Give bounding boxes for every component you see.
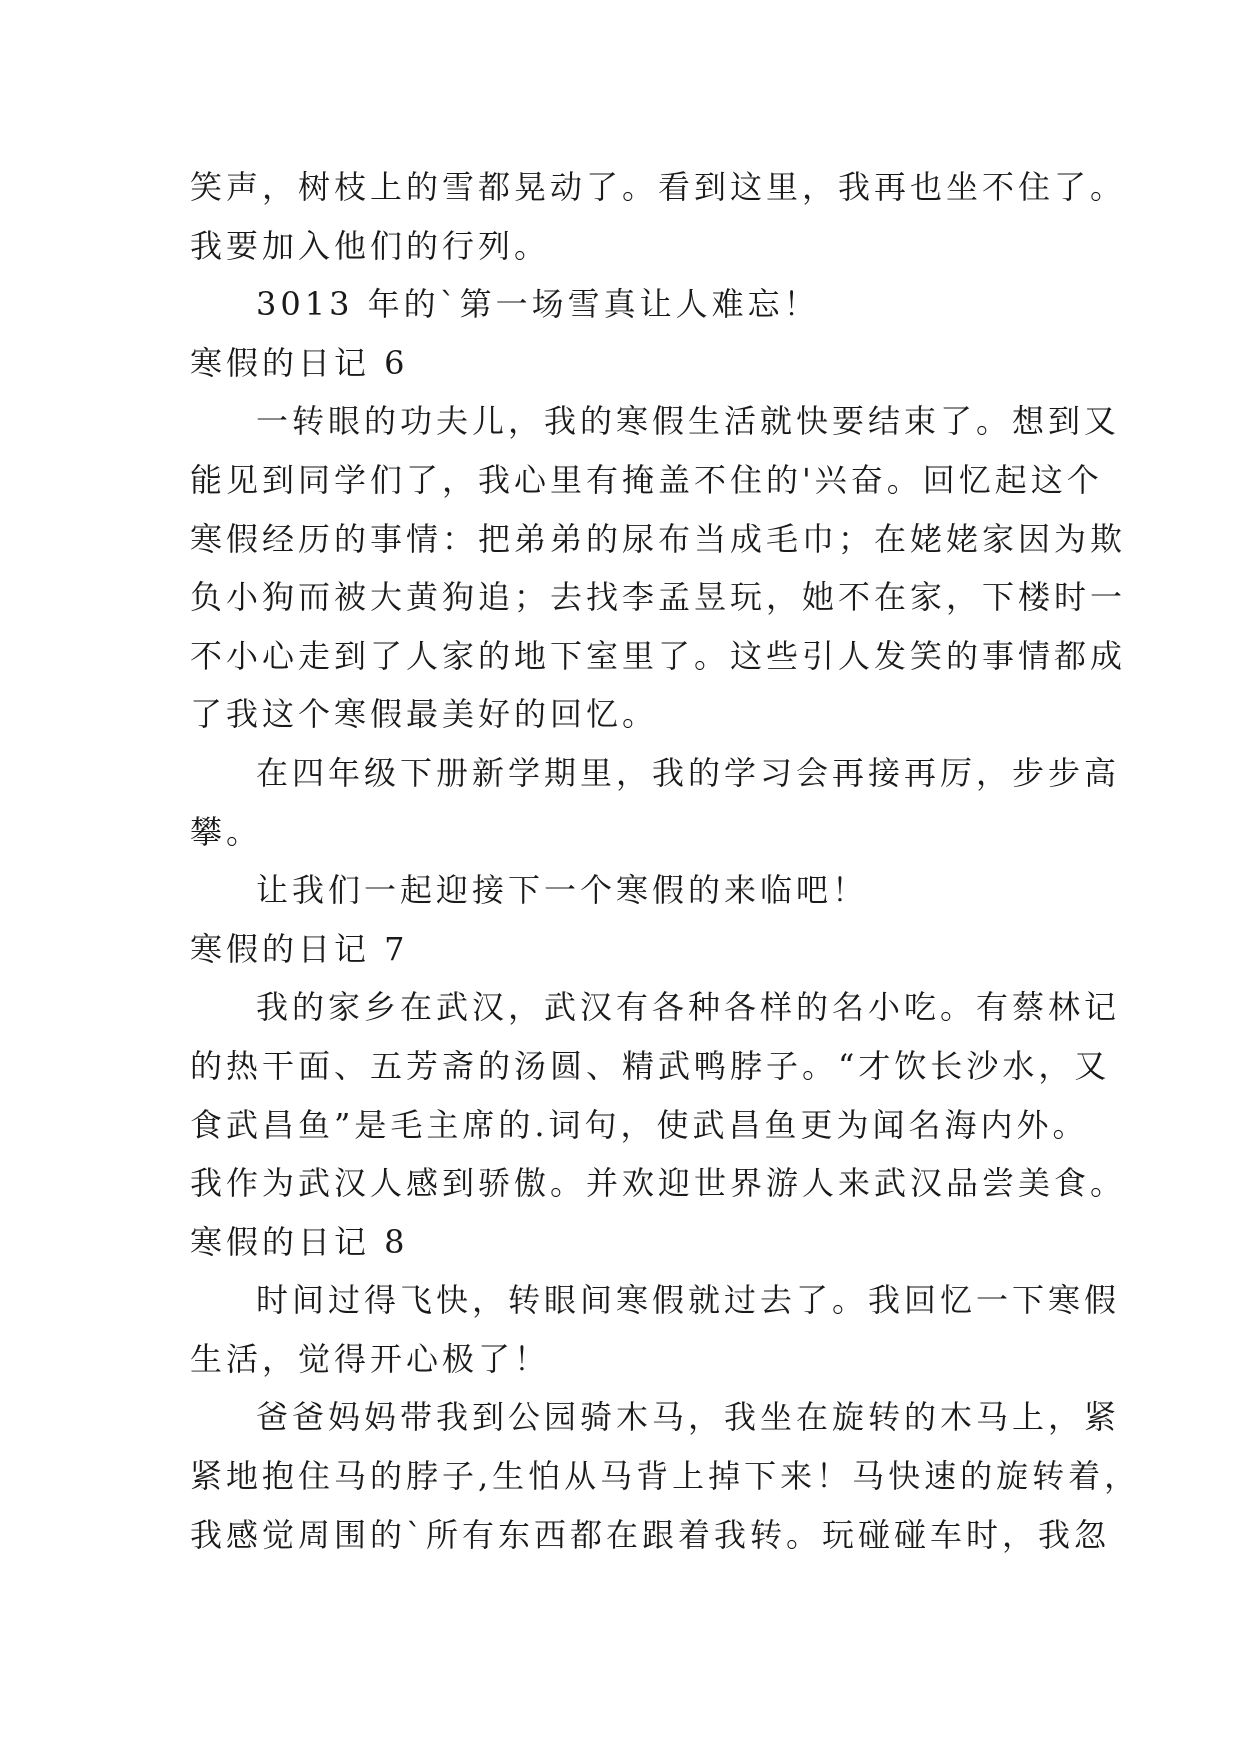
text-line: 攀。 [190, 812, 263, 851]
text-line: 我要加入他们的行列。 [190, 226, 551, 265]
document-body [190, 158, 1141, 1564]
text-line: 了我这个寒假最美好的回忆。 [190, 695, 659, 734]
text-line: 我的家乡在武汉，武汉有各种各样的名小吃。有蔡林记 [256, 988, 1121, 1027]
text-line: 让我们一起迎接下一个寒假的来临吧！ [256, 871, 869, 910]
text-line: 的热干面、五芳斋的汤圆、精武鸭脖子。“才饮长沙水，又 [190, 1046, 1111, 1085]
text-line: 时间过得飞快，转眼间寒假就过去了。我回忆一下寒假 [256, 1281, 1121, 1320]
text-line: 紧地抱住马的脖子,生怕从马背上掉下来！马快速的旋转着， [190, 1457, 1141, 1496]
text-line: 我感觉周围的`所有东西都在跟着我转。玩碰碰车时，我忽 [190, 1515, 1111, 1554]
text-line: 笑声，树枝上的雪都晃动了。看到这里，我再也坐不住了。 [190, 168, 1127, 206]
section-heading: 寒假的日记 6 [190, 343, 409, 382]
section-heading: 寒假的日记 8 [190, 1222, 409, 1261]
text-line: 负小狗而被大黄狗追；去找李孟昱玩，她不在家，下楼时一 [190, 578, 1127, 617]
text-line: 寒假经历的事情：把弟弟的尿布当成毛巾；在姥姥家因为欺 [190, 519, 1127, 558]
section-heading: 寒假的日记 7 [190, 929, 409, 968]
text-line: 在四年级下册新学期里，我的学习会再接再厉，步步高 [256, 753, 1121, 792]
text-line: 爸爸妈妈带我到公园骑木马，我坐在旋转的木马上，紧 [256, 1398, 1121, 1437]
text-line: 生活，觉得开心极了！ [190, 1339, 551, 1378]
text-line: 3013 年的`第一场雪真让人难忘！ [256, 285, 820, 324]
text-line: 一转眼的功夫儿，我的寒假生活就快要结束了。想到又 [256, 402, 1121, 441]
text-line: 食武昌鱼”是毛主席的.词句，使武昌鱼更为闻名海内外。 [190, 1105, 1089, 1144]
text-line: 我作为武汉人感到骄傲。并欢迎世界游人来武汉品尝美食。 [190, 1164, 1127, 1203]
text-line: 不小心走到了人家的地下室里了。这些引人发笑的事情都成 [190, 636, 1127, 675]
text-line: 能见到同学们了，我心里有掩盖不住的'兴奋。回忆起这个 [190, 460, 1103, 499]
